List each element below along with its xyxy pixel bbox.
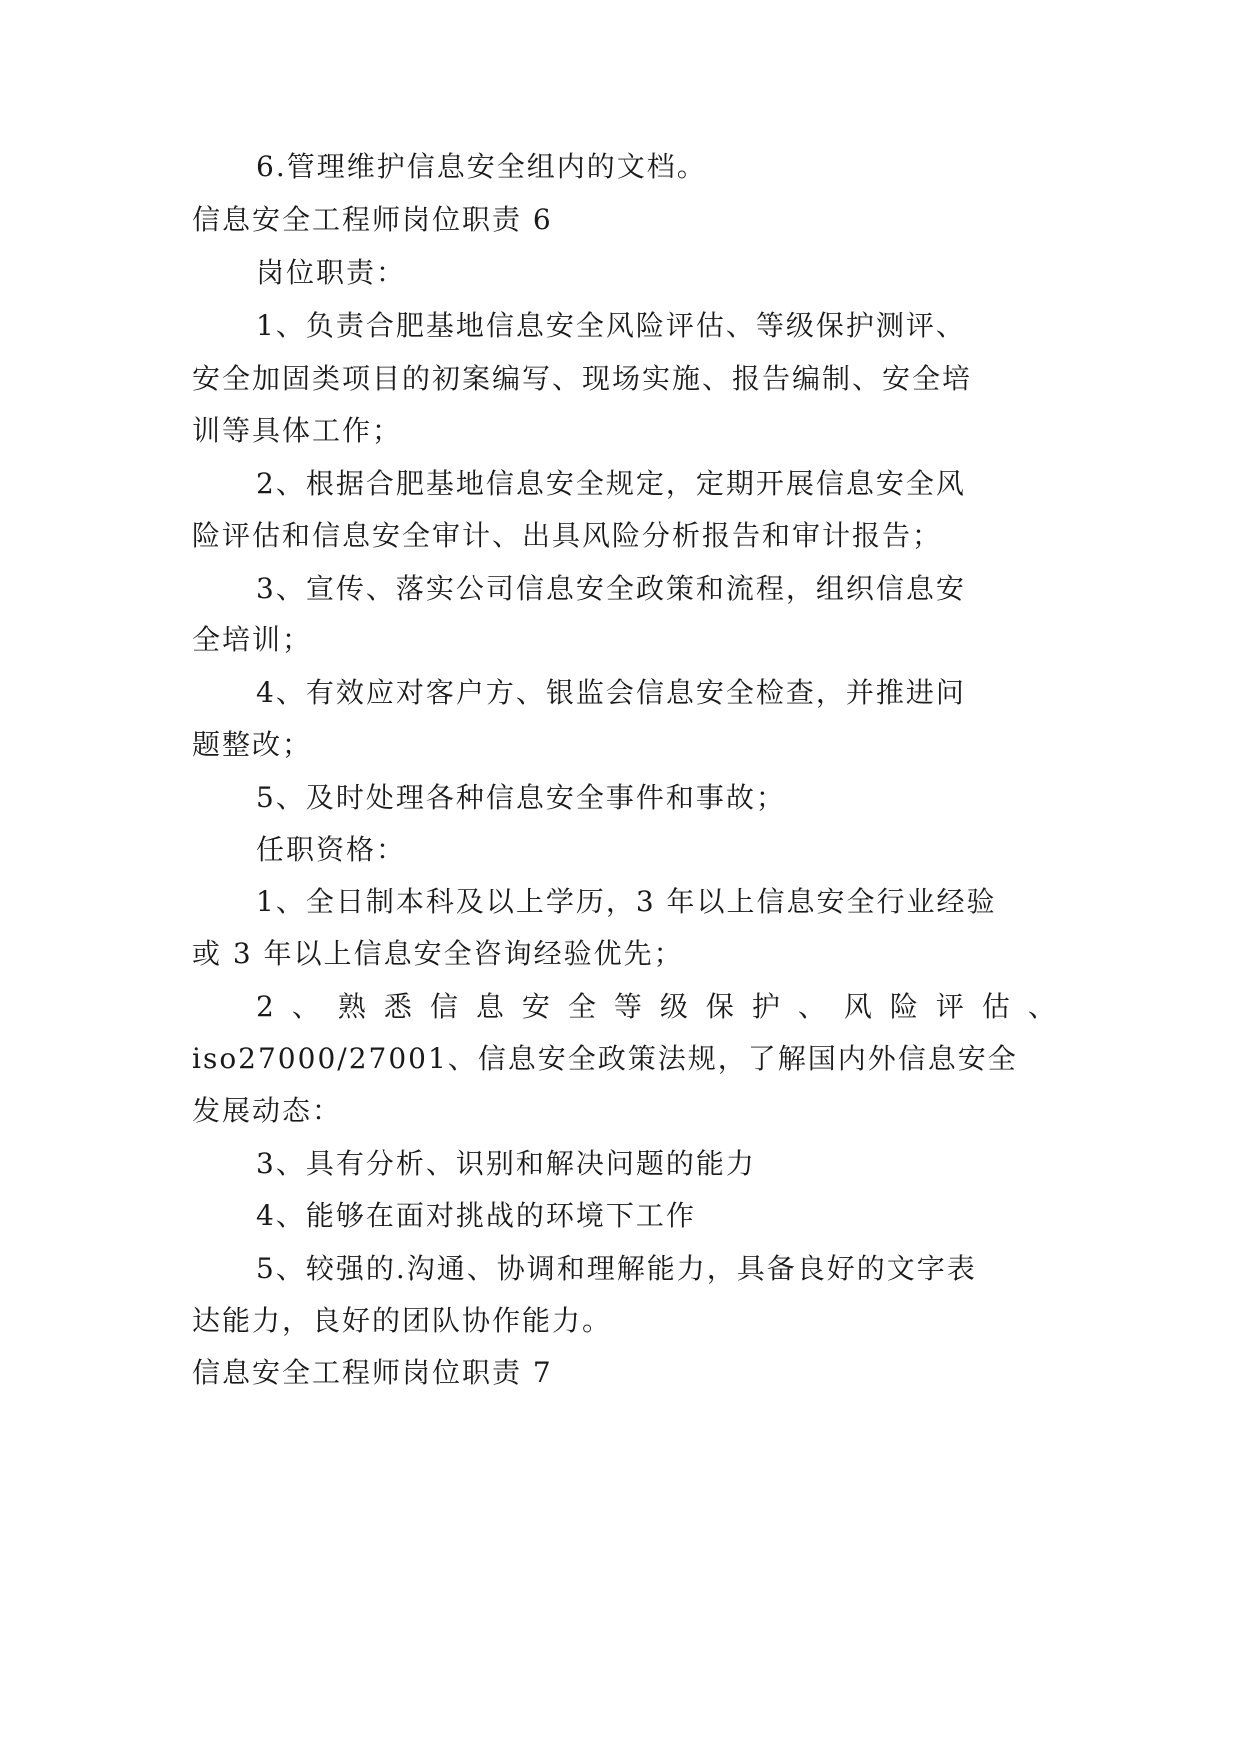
subheading: 岗位职责： bbox=[256, 256, 407, 289]
paragraph-line: 4、能够在面对挑战的环境下工作 bbox=[256, 1199, 696, 1232]
paragraph-line: 发展动态： bbox=[192, 1094, 343, 1127]
paragraph-line: 险评估和信息安全审计、出具风险分析报告和审计报告； bbox=[192, 519, 943, 552]
section-heading: 信息安全工程师岗位职责 6 bbox=[192, 203, 553, 236]
paragraph-line: 2、根据合肥基地信息安全规定，定期开展信息安全风 bbox=[256, 467, 966, 500]
paragraph-line: 4、有效应对客户方、银监会信息安全检查，并推进问 bbox=[256, 676, 966, 709]
paragraph-line: 6.管理维护信息安全组内的文档。 bbox=[256, 150, 707, 183]
section-heading: 信息安全工程师岗位职责 7 bbox=[192, 1356, 553, 1389]
paragraph-line: 1、全日制本科及以上学历，3 年以上信息安全行业经验 bbox=[256, 885, 997, 918]
paragraph-line: 全培训； bbox=[192, 623, 313, 656]
paragraph-line: 题整改； bbox=[192, 728, 313, 761]
paragraph-line: 达能力，良好的团队协作能力。 bbox=[192, 1304, 613, 1337]
subheading: 任职资格： bbox=[256, 833, 407, 866]
paragraph-line: 或 3 年以上信息安全咨询经验优先； bbox=[192, 937, 684, 970]
paragraph-line: 1、负责合肥基地信息安全风险评估、等级保护测评、 bbox=[256, 309, 966, 342]
paragraph-line: 训等具体工作； bbox=[192, 414, 403, 447]
paragraph-line: 安全加固类项目的初案编写、现场实施、报告编制、安全培 bbox=[192, 362, 973, 395]
paragraph-line: 5、及时处理各种信息安全事件和事故； bbox=[256, 781, 786, 814]
paragraph-line: 3、具有分析、识别和解决问题的能力 bbox=[256, 1147, 756, 1180]
paragraph-line: 5、较强的.沟通、协调和理解能力，具备良好的文字表 bbox=[256, 1252, 977, 1285]
paragraph-line: 2、熟悉信息安全等级保护、风险评估、 bbox=[256, 990, 1074, 1023]
paragraph-line: iso27000/27001、信息安全政策法规，了解国内外信息安全 bbox=[192, 1042, 1018, 1075]
paragraph-line: 3、宣传、落实公司信息安全政策和流程，组织信息安 bbox=[256, 572, 966, 605]
